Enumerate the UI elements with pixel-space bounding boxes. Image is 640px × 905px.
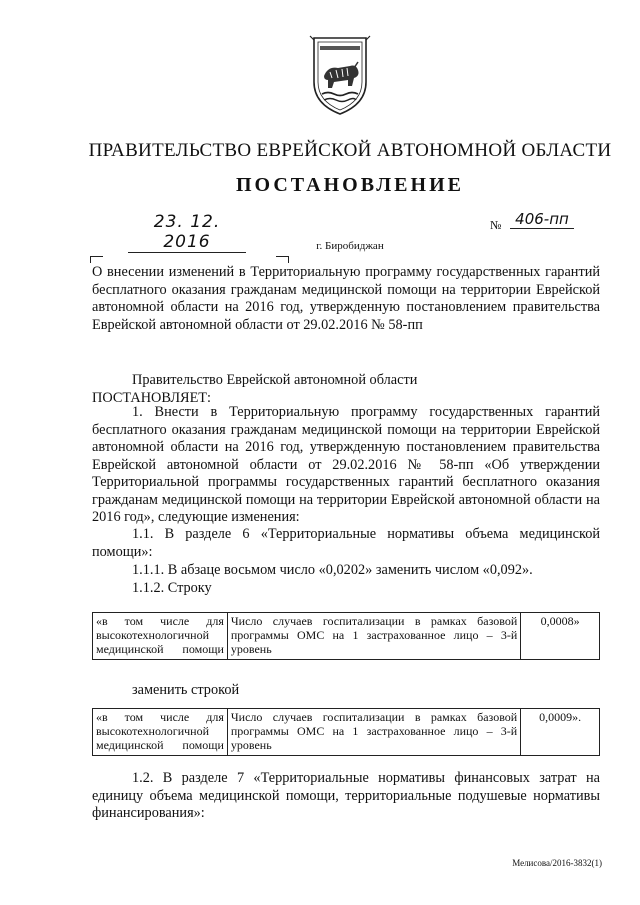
table-old-row (92, 612, 600, 660)
table-cell-value: 0,0008» (521, 613, 600, 660)
table-cell-indicator: Число случаев госпитализации в рамках базовой программы ОМС на 1 застрахованное лицо – 3-й уровень (227, 613, 520, 660)
table-cell-indicator: Число случаев госпитализации в рамках базовой программы ОМС на 1 застрахованное лицо – 3-й уровень (227, 709, 520, 756)
document-date: 23. 12. 2016 (128, 212, 246, 253)
city-label: г. Биробиджан (316, 240, 384, 252)
subject-bracket-right (276, 256, 289, 263)
decree-preamble (92, 372, 600, 407)
subject-bracket-left (90, 256, 103, 263)
item-1: 1. Внести в Территориальную программу государственных гарантий бесплатного оказания гражданам медицинской помощи на территории Еврейской автономной области на 2016 год, утвержденную постановлением правительства Еврейской автономной области от 29.02.2016 № 58-пп «Об утверждении Территориальной программы государственных гарантий бесплатного оказания гражданам медицинской помощи на территории Еврейской автономной области на 2016 год», следующие изменения: (92, 404, 600, 525)
government-title: ПРАВИТЕЛЬСТВО ЕВРЕЙСКОЙ АВТОНОМНОЙ ОБЛАСТИ (88, 140, 612, 161)
table-new-row (92, 708, 600, 756)
document-number: 406-пп (510, 210, 574, 229)
decree-word: ПОСТАНОВЛЯЕТ: (92, 389, 212, 406)
table-cell-category: «в том числе для высокотехнологичной медицинской помощи (93, 613, 228, 660)
item-1-1-2: 1.1.2. Строку (132, 580, 212, 596)
number-sign: № (490, 218, 502, 232)
table-cell-category: «в том числе для высокотехнологичной медицинской помощи (93, 709, 228, 756)
table-row (93, 613, 600, 660)
replace-with-label: заменить строкой (132, 682, 240, 698)
document-type: ПОСТАНОВЛЕНИЕ (236, 174, 464, 196)
footer-reference: Мелисова/2016-3832(1) (512, 858, 602, 868)
issuer: Правительство Еврейской автономной области (132, 372, 418, 388)
document-subject: О внесении изменений в Территориальную программу государственных гарантий бесплатного оказания гражданам медицинской помощи на территории Еврейской автономной области на 2016 год, утвержденную постановлением правительства Еврейской автономной области от 29.02.2016 № 58-пп (92, 264, 600, 333)
item-1-1: 1.1. В разделе 6 «Территориальные нормативы объема медицинской помощи»: (92, 526, 600, 560)
item-1-2: 1.2. В разделе 7 «Территориальные нормативы финансовых затрат на единицу объема медицинской помощи, территориальные подушевые нормативы финансирования»: (92, 770, 600, 821)
table-row (93, 709, 600, 756)
table-cell-value: 0,0009». (521, 709, 600, 756)
item-1-1-1: 1.1.1. В абзаце восьмом число «0,0202» заменить числом «0,092». (132, 562, 533, 578)
coat-of-arms-icon (300, 32, 380, 118)
